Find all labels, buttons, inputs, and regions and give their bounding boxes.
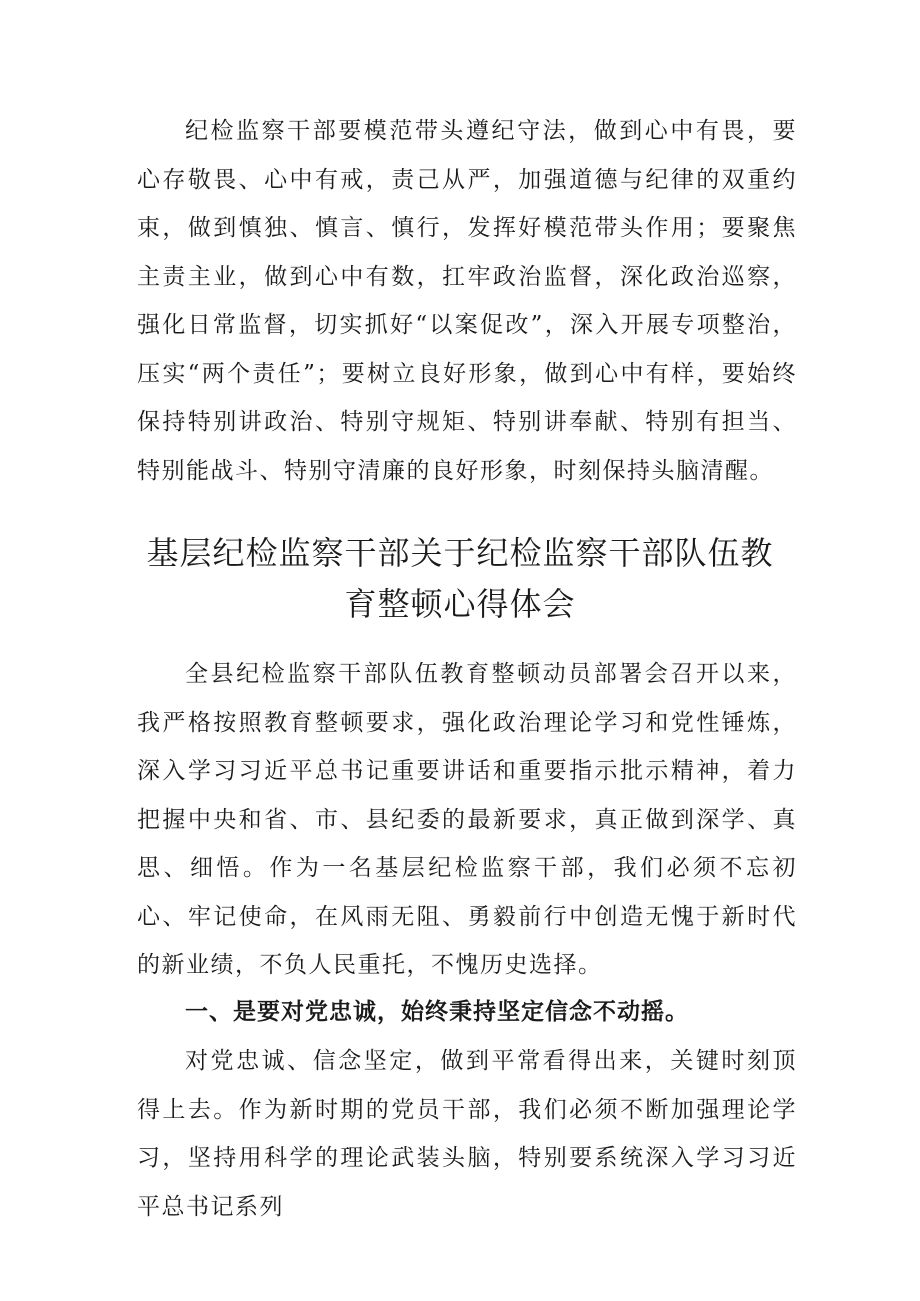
body-paragraph-1: 纪检监察干部要模范带头遵纪守法，做到心中有畏，要心存敬畏、心中有戒，责己从严，加强道德与纪律的双重约束，做到慎独、慎言、慎行，发挥好模范带头作用；要聚焦主责主业，做到心中有数，扛牢政治监督，深化政治巡察，强化日常监督，切实抓好“以案促改”，深入开展专项整治，压实“两个责任”；要树立良好形象，做到心中有样，要始终保持特别讲政治、特别守规矩、特别讲奉献、特别有担当、特别能战斗、特别守清廉的良好形象，时刻保持头脑清醒。: [137, 118, 797, 484]
title-line-2: 育整顿心得体会: [344, 585, 576, 623]
body-paragraph-2: 全县纪检监察干部队伍教育整顿动员部署会召开以来，我严格按照教育整顿要求，强化政治理论学习和党性锤炼，深入学习习近平总书记重要讲话和重要指示批示精神，着力把握中央和省、市、县纪委的最新要求，真正做到深学、真思、细悟。作为一名基层纪检监察干部，我们必须不忘初心、牢记使命，在风雨无阻、勇毅前行中创造无愧于新时代的新业绩，不负人民重托，不愧历史选择。: [137, 661, 797, 978]
body-paragraph-3: 对党忠诚、信念坚定，做到平常看得出来，关键时刻顶得上去。作为新时期的党员干部，我们必须不断加强理论学习，坚持用科学的理论武装头脑，特别要系统深入学习习近平总书记系列: [137, 1048, 797, 1220]
title-line-1: 基层纪检监察干部关于纪检监察干部队伍教: [146, 534, 774, 572]
document-title: [100, 528, 820, 630]
section-heading-1: 一、是要对党忠诚，始终秉持坚定信念不动摇。: [185, 999, 689, 1025]
